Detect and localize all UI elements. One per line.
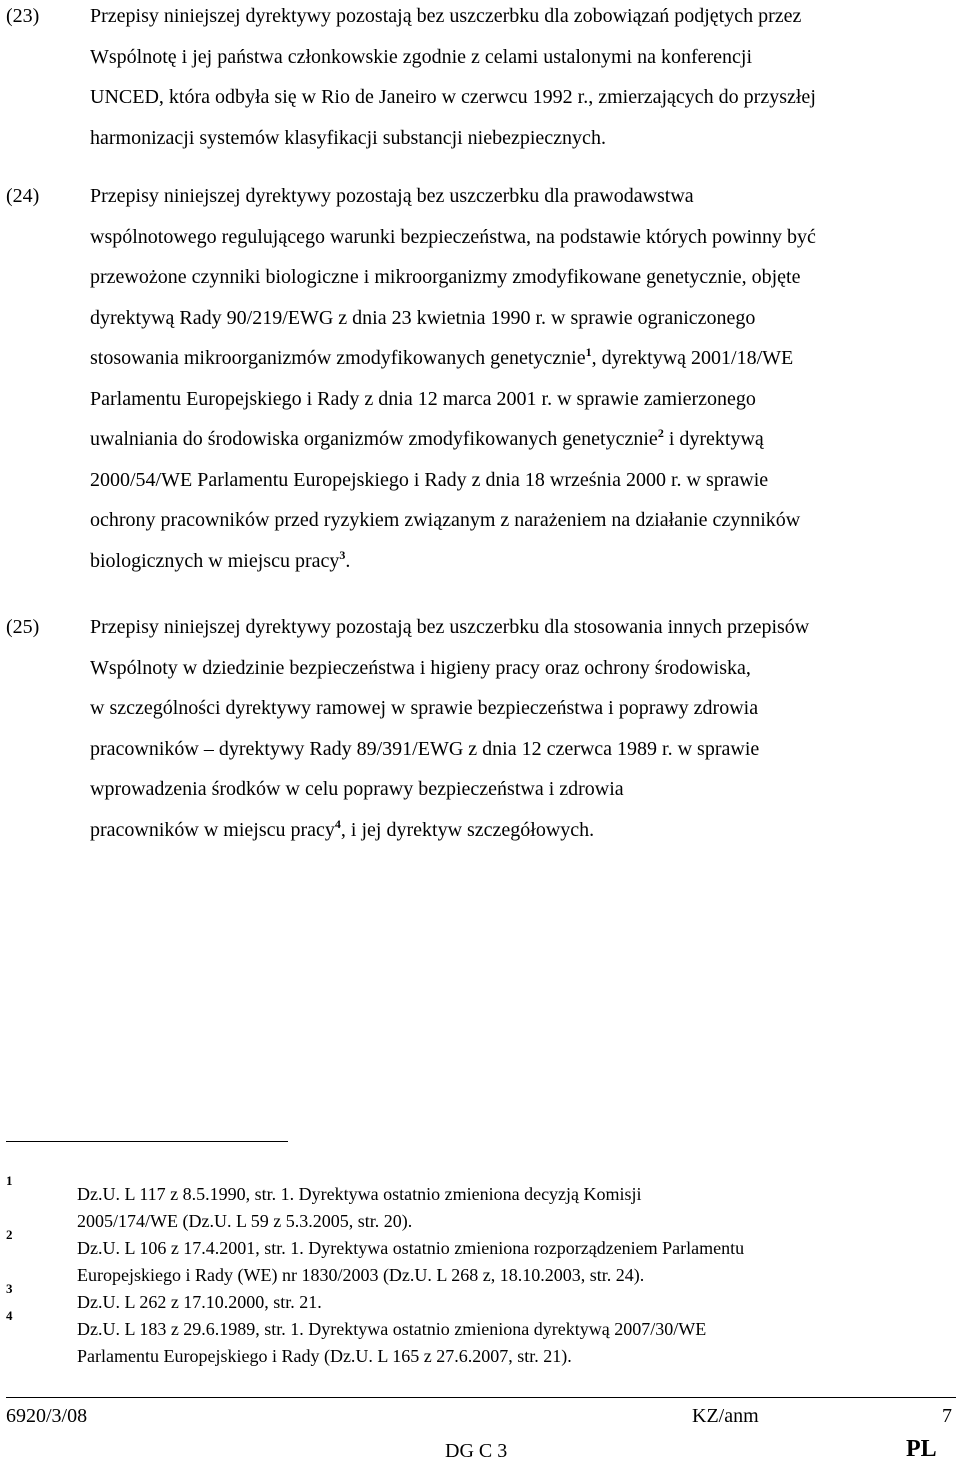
footnote-separator xyxy=(6,1141,288,1142)
text-line xyxy=(90,419,956,460)
text-line: UNCED, która odbyła się w Rio de Janeiro w czerwcu 1992 r., zmierzających do przyszłej xyxy=(90,86,816,108)
text-line: 2005/174/WE (Dz.U. L 59 z 5.3.2005, str. 20). xyxy=(77,1211,413,1231)
text-line: Dz.U. L 106 z 17.4.2001, str. 1. Dyrektywa ostatnio zmieniona rozporządzeniem Parlamentu xyxy=(77,1238,745,1258)
footnote-ref-4[interactable]: 4 xyxy=(334,816,341,831)
text-line: wprowadzenia środków w celu poprawy bezpieczeństwa i zdrowia xyxy=(90,778,624,800)
text-segment: . xyxy=(345,549,351,572)
text-line: Wspólnotę i jej państwa członkowskie zgodnie z celami ustalonymi na konferencji xyxy=(90,45,753,68)
text-line: Europejskiego i Rady (WE) nr 1830/2003 (Dz.U. L 268 z, 18.10.2003, str. 24). xyxy=(77,1265,645,1285)
text-line: w szczególności dyrektywy ramowej w sprawie bezpieczeństwa i poprawy zdrowia xyxy=(90,697,759,719)
text-line: Wspólnoty w dziedzinie bezpieczeństwa i higieny pracy oraz ochrony środowiska, xyxy=(90,656,751,679)
directorate-general: DG C 3 xyxy=(445,1440,508,1462)
text-line: Parlamentu Europejskiego i Rady (Dz.U. L 165 z 27.6.2007, str. 21). xyxy=(77,1346,572,1366)
text-line xyxy=(90,338,956,379)
text-segment: uwalniania do środowiska organizmów zmodyfikowanych genetycznie xyxy=(90,428,658,450)
text-line: dyrektywą Rady 90/219/EWG z dnia 23 kwietnia 1990 r. w sprawie ograniczonego xyxy=(90,306,756,329)
paragraph-number: (24) xyxy=(6,185,40,207)
paragraph-number: (23) xyxy=(6,5,40,27)
footnote-number: 3 xyxy=(6,1281,13,1296)
paragraph-number: (25) xyxy=(6,616,40,638)
footnote-ref-3[interactable]: 3 xyxy=(339,547,346,562)
text-line: Dz.U. L 262 z 17.10.2000, str. 21. xyxy=(77,1292,322,1312)
language-code: PL xyxy=(906,1436,937,1462)
text-line: Dz.U. L 117 z 8.5.1990, str. 1. Dyrektywa ostatnio zmieniona decyzją Komisji xyxy=(77,1184,642,1204)
footer-separator xyxy=(6,1397,956,1398)
text-line: Parlamentu Europejskiego i Rady z dnia 12 marca 2001 r. w sprawie zamierzonego xyxy=(90,387,756,410)
paragraph-text xyxy=(90,0,956,158)
footnote-text xyxy=(77,1235,957,1289)
paragraph-text xyxy=(90,607,956,850)
document-reference: 6920/3/08 xyxy=(6,1405,88,1427)
text-line xyxy=(90,810,956,851)
text-segment: pracowników w miejscu pracy xyxy=(90,818,335,841)
text-segment: , dyrektywą 2001/18/WE xyxy=(591,347,794,369)
text-line: przewożone czynniki biologiczne i mikroorganizmy zmodyfikowane genetycznie, objęte xyxy=(90,266,801,288)
text-segment: , i jej dyrektyw szczegółowych. xyxy=(340,818,595,841)
text-segment: i dyrektywą xyxy=(663,428,764,450)
footnote-number: 2 xyxy=(6,1227,13,1242)
footnote-text xyxy=(77,1289,957,1316)
text-line: pracowników – dyrektywy Rady 89/391/EWG z dnia 12 czerwca 1989 r. w sprawie xyxy=(90,737,760,760)
text-line: Przepisy niniejszej dyrektywy pozostają bez uszczerbku dla zobowiązań podjętych przez xyxy=(90,5,802,27)
footnote-number: 1 xyxy=(6,1173,13,1188)
text-line xyxy=(90,541,956,582)
text-line: Przepisy niniejszej dyrektywy pozostają bez uszczerbku dla stosowania innych przepisów xyxy=(90,616,810,638)
text-line: 2000/54/WE Parlamentu Europejskiego i Rady z dnia 18 września 2000 r. w sprawie xyxy=(90,468,769,491)
text-line: ochrony pracowników przed ryzykiem związanym z narażeniem na działanie czynników xyxy=(90,509,801,531)
footnote-text xyxy=(77,1181,957,1235)
footnote-ref-1[interactable]: 1 xyxy=(585,345,592,359)
footnote-ref-2[interactable]: 2 xyxy=(657,426,664,440)
text-line: Przepisy niniejszej dyrektywy pozostają bez uszczerbku dla prawodawstwa xyxy=(90,185,694,207)
paragraph-text xyxy=(90,176,956,581)
text-line: Dz.U. L 183 z 29.6.1989, str. 1. Dyrektywa ostatnio zmieniona dyrektywą 2007/30/WE xyxy=(77,1319,707,1339)
text-line: wspólnotowego regulującego warunki bezpieczeństwa, na podstawie których powinny być xyxy=(90,225,816,248)
text-segment: stosowania mikroorganizmów zmodyfikowanych genetycznie xyxy=(90,347,586,369)
page-number: 7 xyxy=(942,1405,952,1427)
text-segment: biologicznych w miejscu pracy xyxy=(90,549,340,572)
text-line: harmonizacji systemów klasyfikacji substancji niebezpiecznych. xyxy=(90,126,606,149)
author-initials: KZ/anm xyxy=(692,1405,759,1427)
footnote-text xyxy=(77,1316,957,1370)
footnote-number: 4 xyxy=(6,1308,13,1323)
